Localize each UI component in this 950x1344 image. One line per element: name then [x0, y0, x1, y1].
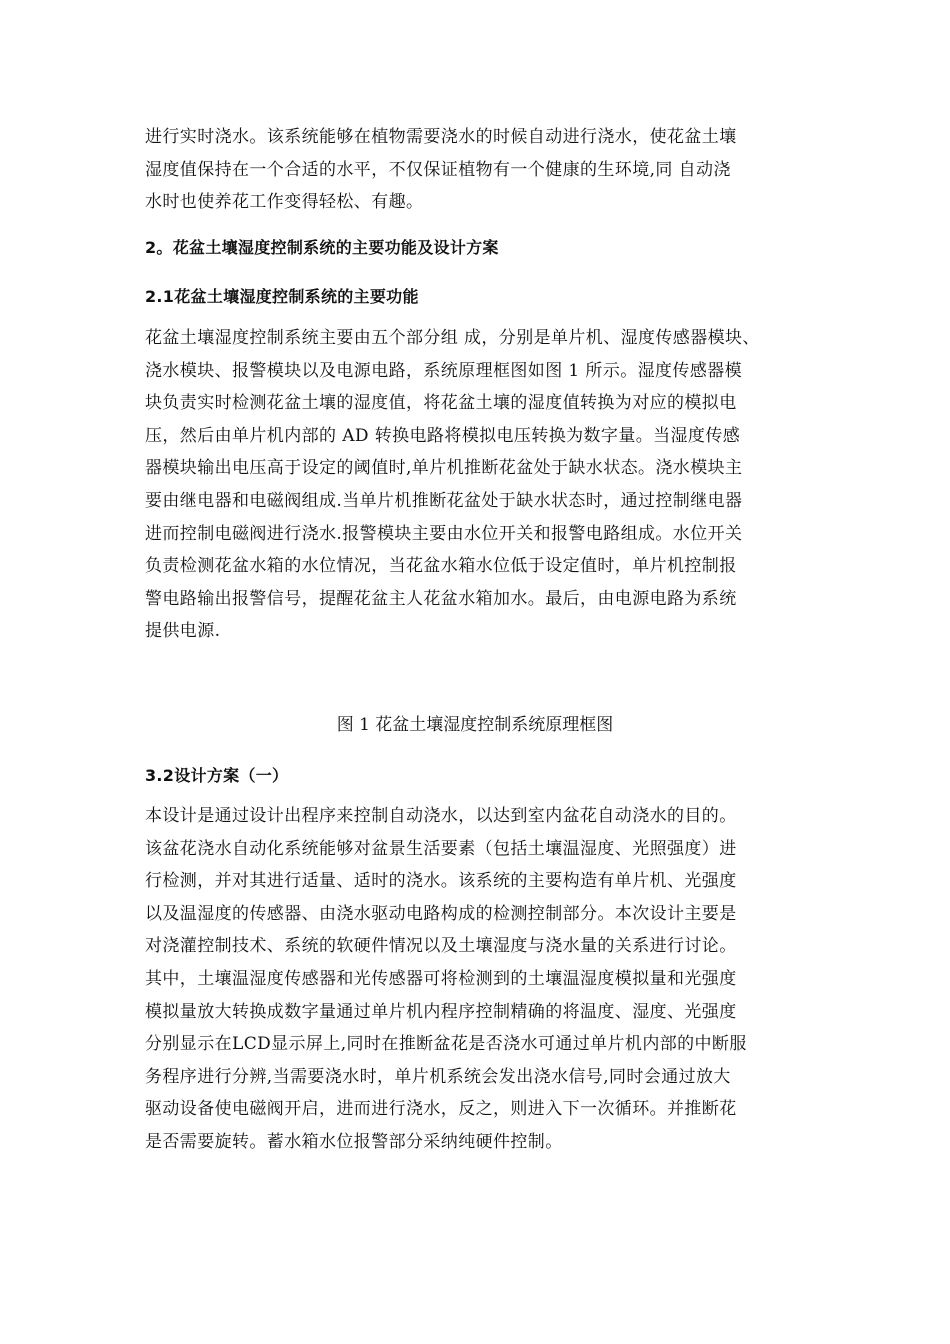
- text-line: 提供电源.: [145, 621, 221, 642]
- paragraph-design: [145, 800, 820, 1159]
- paragraph-functions: [145, 322, 820, 648]
- text-line: 水时也使养花工作变得轻松、有趣。: [145, 192, 424, 213]
- text-line: 负责检测花盆水箱的水位情况，当花盆水箱水位低于设定值时，单片机控制报: [145, 556, 737, 577]
- paragraph-intro: [145, 121, 820, 219]
- text-line: 器模块输出电压高于设定的阈值时,单片机推断花盆处于缺水状态。浇水模块主: [145, 458, 743, 479]
- text-line: 分别显示在LCD显示屏上,同时在推断盆花是否浇水可通过单片机内部的中断服: [145, 1034, 747, 1055]
- section-heading-3-2: 3.2设计方案（一）: [145, 766, 289, 785]
- text-line: 块负责实时检测花盆土壤的湿度值，将花盆土壤的湿度值转换为对应的模拟电: [145, 393, 737, 414]
- text-line: 务程序进行分辨,当需要浇水时，单片机系统会发出浇水信号,同时会通过放大: [145, 1066, 731, 1087]
- text-line: 对浇灌控制技术、系统的软硬件情况以及土壤湿度与浇水量的关系进行讨论。: [145, 936, 737, 957]
- text-line: 花盆土壤湿度控制系统主要由五个部分组 成，分别是单片机、湿度传感器模块、: [145, 328, 760, 348]
- text-line: 警电路输出报警信号，提醒花盆主人花盆水箱加水。最后，由电源电路为系统: [145, 588, 737, 609]
- text-line: 行检测，并对其进行适量、适时的浇水。该系统的主要构造有单片机、光强度: [145, 871, 737, 892]
- section-heading-2-1: 2.1花盆土壤湿度控制系统的主要功能: [145, 287, 419, 306]
- text-line: 模拟量放大转换成数字量通过单片机内程序控制精确的将温度、湿度、光强度: [145, 1001, 737, 1022]
- text-line: 该盆花浇水自动化系统能够对盆景生活要素（包括土壤温湿度、光照强度）进: [145, 838, 737, 859]
- text-line: 本设计是通过设计出程序来控制自动浇水，以达到室内盆花自动浇水的目的。: [145, 806, 737, 826]
- text-line: 进行实时浇水。该系统能够在植物需要浇水的时候自动进行浇水，使花盆土壤: [145, 127, 737, 147]
- text-line: 要由继电器和电磁阀组成.当单片机推断花盆处于缺水状态时，通过控制继电器: [145, 490, 743, 511]
- figure-caption: 图 1 花盆土壤湿度控制系统原理框图: [336, 715, 614, 735]
- text-line: 其中，土壤温湿度传感器和光传感器可将检测到的土壤温湿度模拟量和光强度: [145, 968, 737, 989]
- text-line: 压，然后由单片机内部的 AD 转换电路将模拟电压转换为数字量。当湿度传感: [145, 425, 741, 446]
- text-line: 是否需要旋转。蓄水箱水位报警部分采纳纯硬件控制。: [145, 1131, 563, 1152]
- section-heading-2: 2。花盆土壤湿度控制系统的主要功能及设计方案: [145, 238, 499, 257]
- text-line: 以及温湿度的传感器、由浇水驱动电路构成的检测控制部分。本次设计主要是: [145, 903, 737, 924]
- text-line: 湿度值保持在一个合适的水平，不仅保证植物有一个健康的生环境,同 自动浇: [145, 159, 731, 180]
- text-line: 浇水模块、报警模块以及电源电路，系统原理框图如图 1 所示。湿度传感器模: [145, 360, 743, 381]
- text-line: 驱动设备使电磁阀开启，进而进行浇水，反之，则进入下一次循环。并推断花: [145, 1099, 737, 1120]
- text-line: 进而控制电磁阀进行浇水.报警模块主要由水位开关和报警电路组成。水位开关: [145, 523, 743, 544]
